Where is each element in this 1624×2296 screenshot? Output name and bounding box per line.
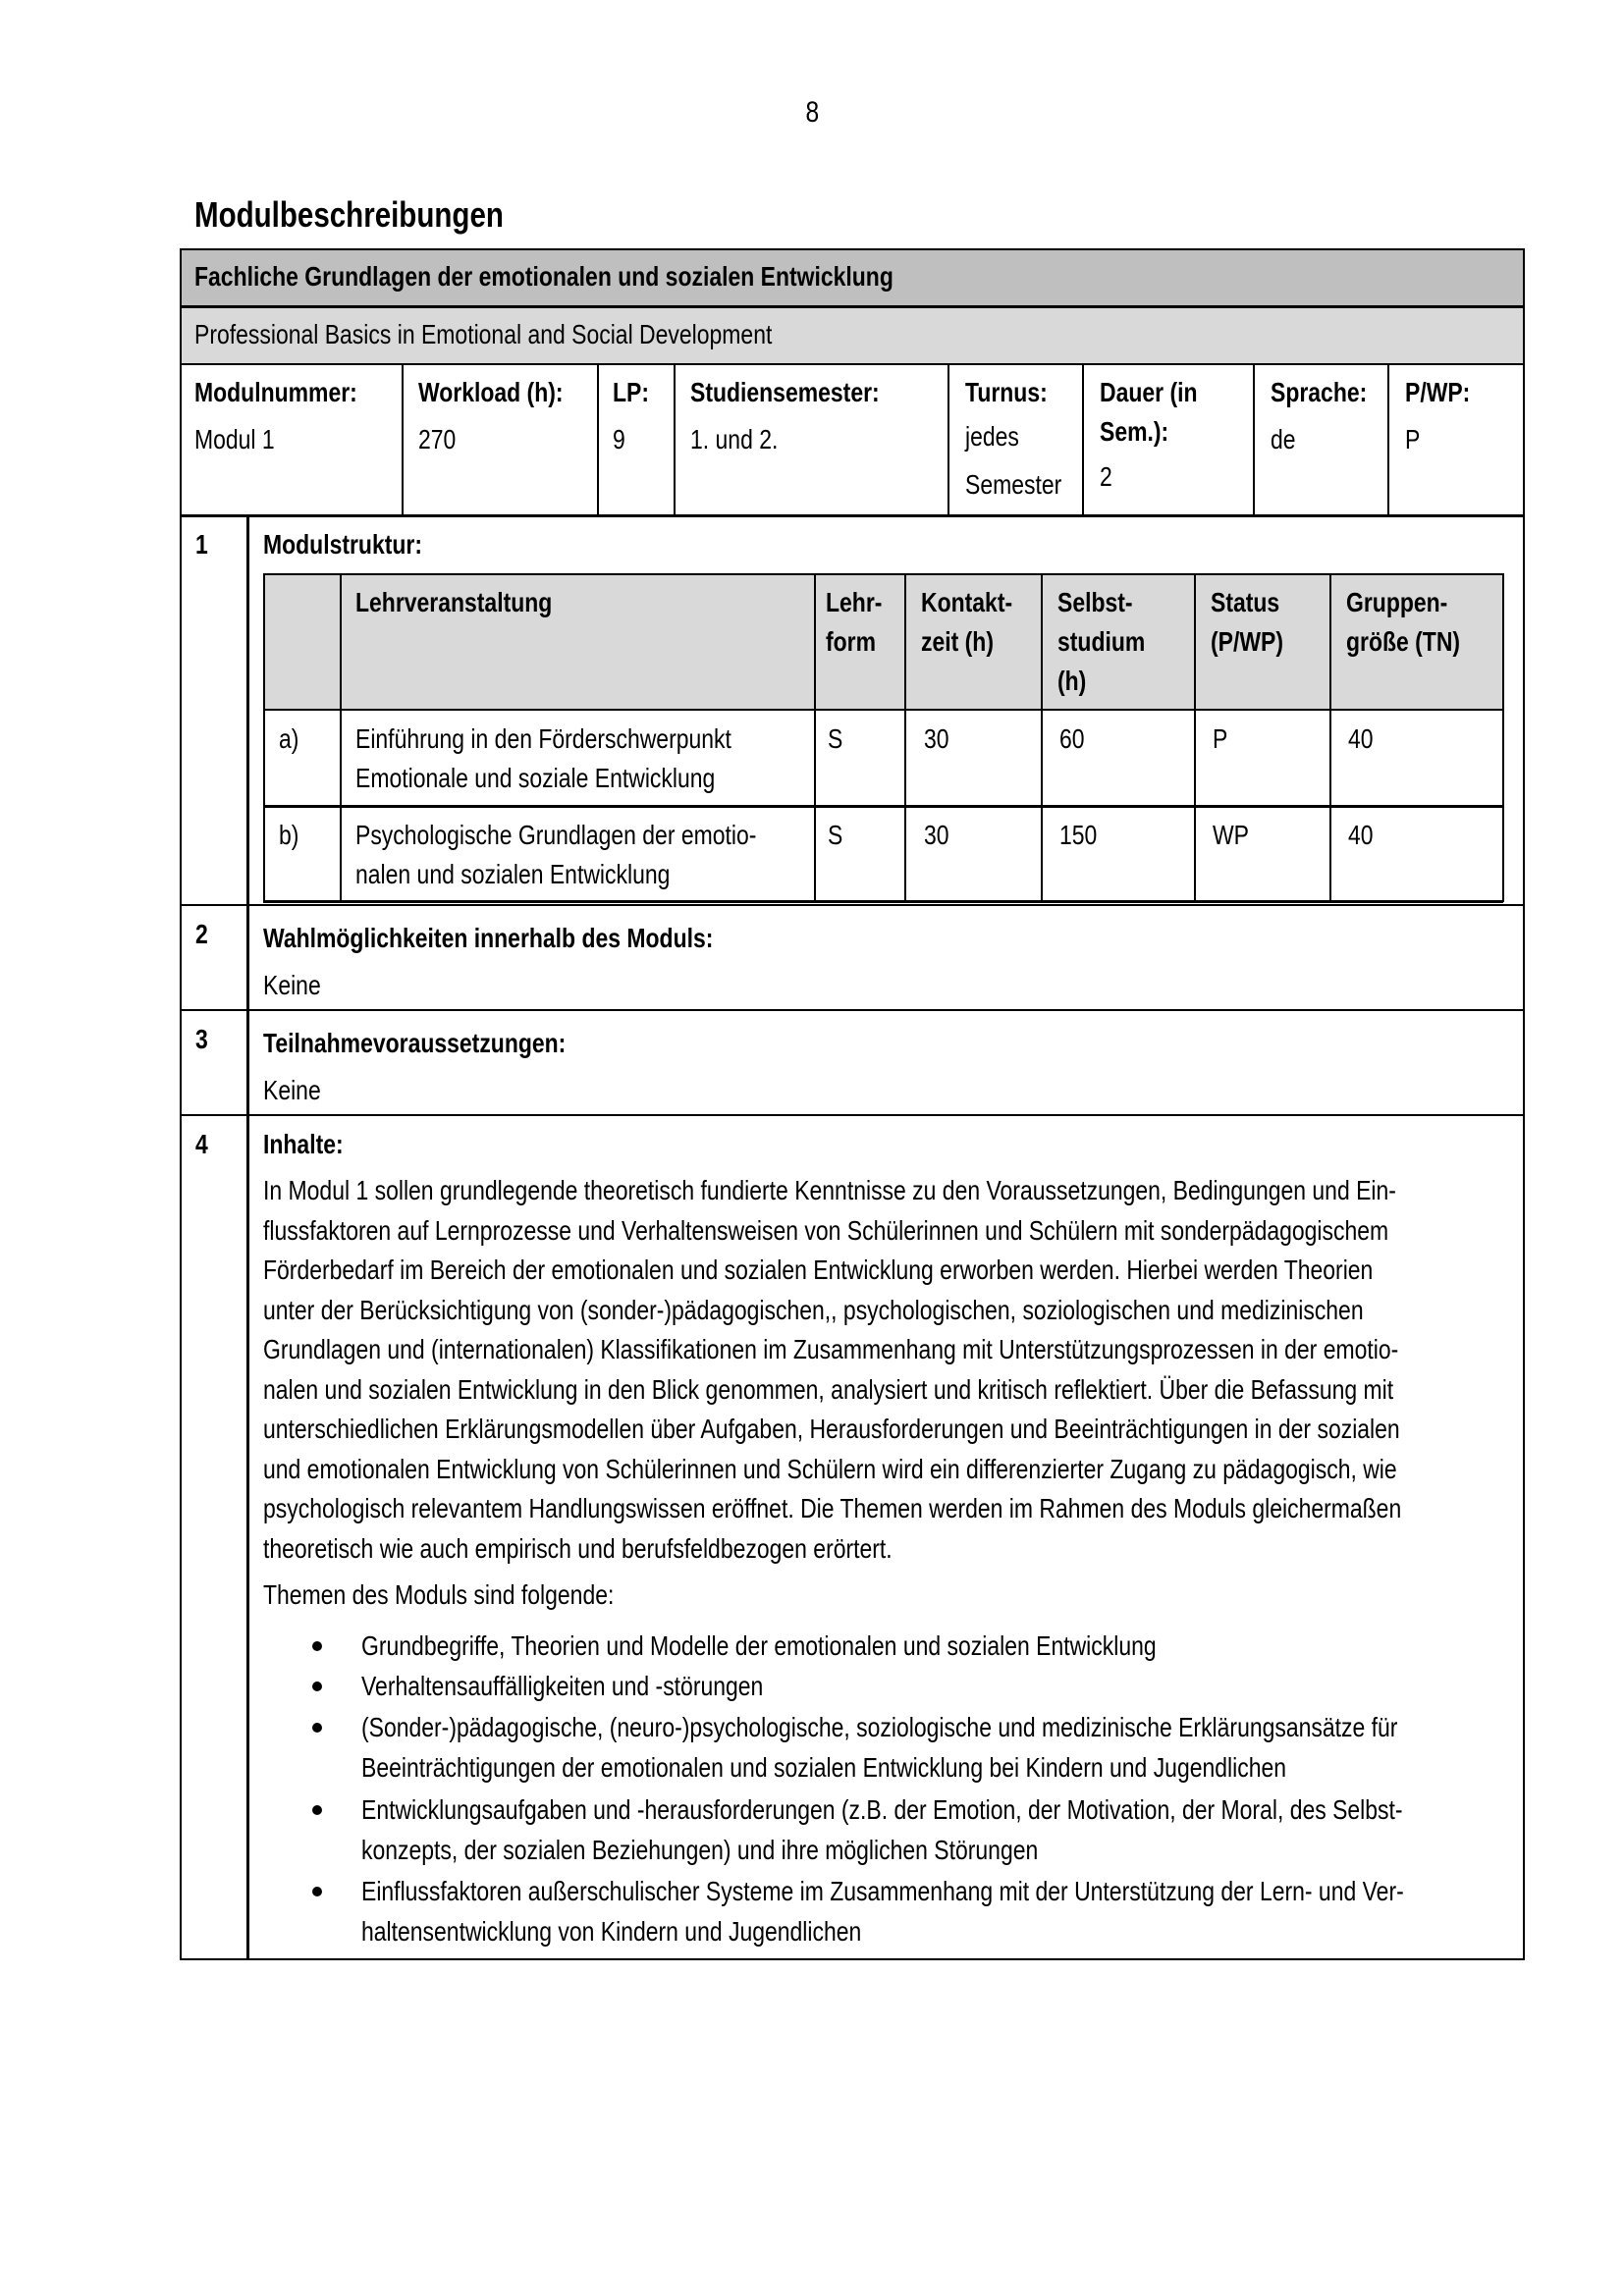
header-text: Lehrveranstaltung [355, 587, 553, 617]
section-number-text: 1 [195, 529, 208, 560]
cell-text: 30 [924, 723, 949, 754]
section-heading-text: Teilnahmevoraussetzungen: [263, 1028, 567, 1058]
table-border-right [1523, 248, 1525, 1960]
sprache-value: de [1271, 424, 1296, 454]
info-dauer [1100, 373, 1218, 497]
info-lp [613, 373, 657, 459]
col-divider [674, 364, 676, 516]
studiensemester-label: Studiensemester: [690, 377, 880, 407]
section-value-text: Keine [263, 970, 321, 1000]
row-id-text: a) [279, 723, 299, 754]
list-item-line: Verhaltensauffälligkeiten und -störungen [361, 1671, 764, 1701]
row-status [1213, 816, 1257, 855]
header-text: Status [1211, 587, 1280, 617]
subtable-border-top [263, 573, 1503, 575]
header-status [1211, 583, 1299, 662]
section-number-text: 4 [195, 1129, 208, 1159]
dauer-value: 2 [1100, 461, 1112, 492]
dauer-label-line2: Sem.): [1100, 416, 1169, 447]
subtable-row-divider [263, 805, 1503, 808]
table-border-left [180, 248, 182, 1960]
header-text: (h) [1057, 666, 1087, 696]
paragraph-line [263, 1291, 1605, 1330]
paragraph-line [263, 1489, 1624, 1528]
header-lehrveranstaltung [355, 583, 595, 622]
turnus-label: Turnus: [965, 377, 1048, 407]
header-kontaktzeit [921, 583, 1033, 662]
cell-text: 40 [1348, 723, 1374, 754]
subtable-col-line [1329, 573, 1331, 902]
section-number-text: 2 [195, 919, 208, 949]
row-divider [180, 514, 1525, 517]
row-gruppengroesse [1348, 816, 1379, 855]
paragraph-line-text: nalen und sozialen Entwicklung in den Blick genommen, analysiert und kritisch reflektiert. Über die Befassung mit [263, 1374, 1394, 1405]
subtable-col-line [904, 573, 906, 902]
row-status [1213, 720, 1231, 759]
cell-text: 60 [1059, 723, 1085, 754]
workload-value: 270 [418, 424, 457, 454]
list-item-text [361, 1872, 1624, 1951]
header-text: Selbst- [1057, 587, 1133, 617]
topics-intro [263, 1575, 691, 1615]
paragraph-line [263, 1529, 1030, 1569]
cell-text: S [828, 820, 843, 850]
row-title [355, 720, 814, 798]
subtable-col-line [1041, 573, 1043, 902]
list-item-text [361, 1790, 1624, 1870]
section-2-number [195, 915, 211, 954]
row-title [355, 816, 844, 894]
col-divider [947, 364, 949, 516]
paragraph-line [263, 1251, 1616, 1290]
section-3 [263, 1020, 632, 1114]
header-text: form [826, 626, 877, 657]
list-item-line: Einflussfaktoren außerschulischer Systeme im Zusammenhang mit der Unterstützung der Lern- und Ver- [361, 1876, 1404, 1906]
paragraph-line [263, 1410, 1624, 1449]
bullet-icon [312, 1682, 322, 1691]
paragraph-line [263, 1450, 1624, 1489]
pwp-value: P [1405, 424, 1421, 454]
section-4-number [195, 1125, 211, 1164]
row-kontaktzeit [924, 816, 954, 855]
info-studiensemester [690, 373, 921, 459]
header-gruppengroesse [1346, 583, 1486, 662]
table-border-bottom [180, 1958, 1525, 1960]
row-title-line: Emotionale und soziale Entwicklung [355, 763, 716, 793]
dauer-label-line1: Dauer (in [1100, 377, 1198, 407]
cell-text: 150 [1059, 820, 1098, 850]
header-text: zeit (h) [921, 626, 994, 657]
info-modulnummer [194, 373, 393, 459]
header-text: studium [1057, 626, 1146, 657]
list-item-text [361, 1627, 1330, 1666]
sprache-label: Sprache: [1271, 377, 1368, 407]
row-selbststudium [1059, 720, 1090, 759]
paragraph-line [263, 1370, 1624, 1410]
subtable-col-line [1502, 573, 1504, 902]
section-4-heading [263, 1125, 361, 1164]
row-divider [180, 1114, 1525, 1116]
list-item-line: konzepts, der sozialen Beziehungen) und ihre möglichen Störungen [361, 1835, 1039, 1865]
modulnummer-label: Modulnummer: [194, 377, 357, 407]
row-id-text: b) [279, 820, 299, 850]
topics-intro-text: Themen des Moduls sind folgende: [263, 1579, 615, 1610]
list-item-text [361, 1667, 851, 1706]
list-item-text [361, 1708, 1624, 1788]
module-title-en [194, 315, 899, 354]
row-divider [180, 1009, 1525, 1011]
header-text: größe (TN) [1346, 626, 1461, 657]
lp-label: LP: [613, 377, 649, 407]
subtable-header-divider [263, 709, 1503, 711]
number-col-divider [246, 515, 249, 1959]
paragraph-line-text: In Modul 1 sollen grundlegende theoretisch fundierte Kenntnisse zu den Voraussetzungen, Bedingungen und Ein- [263, 1175, 1396, 1205]
list-item-line: haltensentwicklung von Kindern und Jugendlichen [361, 1916, 862, 1947]
subtable-border-bottom [263, 900, 1503, 903]
header-text: (P/WP) [1211, 626, 1283, 657]
table-border-top [180, 248, 1525, 250]
list-item-line: Entwicklungsaufgaben und -herausforderungen (z.B. der Emotion, der Motivation, der Moral, des Selbst- [361, 1794, 1403, 1825]
paragraph-line-text: unter der Berücksichtigung von (sonder-)pädagogischen,, psychologischen, soziologischen und medizinischen [263, 1295, 1364, 1325]
pwp-label: P/WP: [1405, 377, 1471, 407]
bullet-icon [312, 1805, 322, 1815]
info-workload [418, 373, 595, 459]
bullet-icon [312, 1723, 322, 1733]
section-1-heading [263, 525, 458, 564]
bullet-icon [312, 1641, 322, 1651]
paragraph-line-text: psychologisch relevantem Handlungswissen eröffnet. Die Themen werden im Rahmen des Moduls gleichermaßen [263, 1493, 1402, 1523]
section-1-number [195, 525, 211, 564]
paragraph-line-text: flussfaktoren auf Lernprozesse und Verhaltensweisen von Schülerinnen und Schülern mit sonderpädagogischem [263, 1215, 1389, 1246]
paragraph-line-text: und emotionalen Entwicklung von Schülerinnen und Schülern wird ein differenzierter Zugang zu pädagogisch, wie [263, 1454, 1397, 1484]
col-divider [1253, 364, 1255, 516]
turnus-value-line1: jedes [965, 421, 1019, 452]
col-divider [597, 364, 599, 516]
paragraph-line [263, 1330, 1624, 1369]
info-sprache [1271, 373, 1388, 459]
section-3-number [195, 1020, 211, 1059]
row-gruppengroesse [1348, 720, 1379, 759]
row-kontaktzeit [924, 720, 954, 759]
info-pwp [1405, 373, 1485, 459]
list-item-line: (Sonder-)pädagogische, (neuro-)psychologische, soziologische und medizinische Erklärungsansätze für [361, 1712, 1398, 1742]
row-divider [180, 305, 1525, 308]
studiensemester-value: 1. und 2. [690, 424, 779, 454]
page-title-text: Modulbeschreibungen [194, 194, 504, 235]
modulnummer-value: Modul 1 [194, 424, 275, 454]
list-item-line: Beeinträchtigungen der emotionalen und sozialen Entwicklung bei Kindern und Jugendlichen [361, 1752, 1287, 1783]
paragraph-line-text: theoretisch wie auch empirisch und berufsfeldbezogen erörtert. [263, 1533, 893, 1564]
row-divider [180, 363, 1525, 365]
bullet-icon [312, 1887, 322, 1896]
module-title-de [194, 257, 1047, 296]
paragraph-line [263, 1211, 1624, 1251]
cell-text: S [828, 723, 843, 754]
section-heading-text: Wahlmöglichkeiten innerhalb des Moduls: [263, 923, 714, 953]
page-number [0, 96, 1624, 130]
workload-label: Workload (h): [418, 377, 564, 407]
turnus-value-line2: Semester [965, 469, 1062, 500]
cell-text: WP [1213, 820, 1249, 850]
header-text: Lehr- [826, 587, 883, 617]
section-value-text: Keine [263, 1075, 321, 1105]
row-lehrform [828, 816, 846, 855]
section-heading-text: Inhalte: [263, 1129, 344, 1159]
list-item-line: Grundbegriffe, Theorien und Modelle der emotionalen und sozialen Entwicklung [361, 1630, 1157, 1661]
paragraph-line [263, 1171, 1624, 1210]
page-number-text: 8 [805, 96, 819, 129]
header-text: Kontakt- [921, 587, 1013, 617]
info-turnus [965, 373, 1083, 508]
subtable-col-line [1194, 573, 1196, 902]
section-heading-text: Modulstruktur: [263, 529, 422, 560]
subtable-col-line [340, 573, 342, 902]
col-divider [402, 364, 404, 516]
paragraph-line-text: Grundlagen und (internationalen) Klassifikationen im Zusammenhang mit Unterstützungsprozessen in der emotio- [263, 1334, 1399, 1364]
page-title [194, 194, 571, 236]
row-id [279, 720, 303, 759]
paragraph-line-text: unterschiedlichen Erklärungsmodellen über Aufgaben, Herausforderungen und Beeinträchtigungen in der sozialen [263, 1414, 1400, 1444]
subtable-col-line [263, 573, 265, 902]
header-text: Gruppen- [1346, 587, 1448, 617]
module-title-en-text: Professional Basics in Emotional and Social Development [194, 319, 773, 349]
row-title-line: nalen und sozialen Entwicklung [355, 859, 671, 889]
paragraph-line-text: Förderbedarf im Bereich der emotionalen und sozialen Entwicklung erworben werden. Hierbei werden Theorien [263, 1255, 1374, 1285]
section-2 [263, 915, 812, 1009]
row-lehrform [828, 720, 846, 759]
header-selbststudium [1057, 583, 1164, 701]
row-divider [180, 904, 1525, 906]
row-selbststudium [1059, 816, 1106, 855]
header-lehrform [826, 583, 894, 662]
cell-text: 30 [924, 820, 949, 850]
row-id [279, 816, 303, 855]
section-number-text: 3 [195, 1024, 208, 1054]
cell-text: P [1213, 723, 1228, 754]
row-title-line: Psychologische Grundlagen der emotio- [355, 820, 757, 850]
cell-text: 40 [1348, 820, 1374, 850]
module-title-de-text: Fachliche Grundlagen der emotionalen und sozialen Entwicklung [194, 261, 893, 292]
lp-value: 9 [613, 424, 625, 454]
row-title-line: Einführung in den Förderschwerpunkt [355, 723, 731, 754]
